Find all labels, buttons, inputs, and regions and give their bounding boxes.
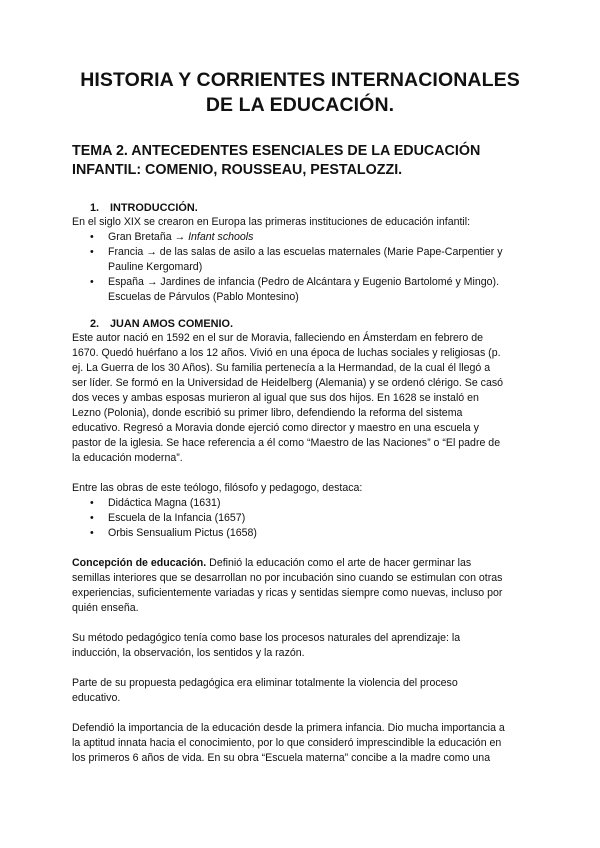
section-1-heading — [90, 201, 528, 215]
document-title — [72, 68, 528, 118]
list-item: • Gran Bretaña → Infant schools — [72, 230, 528, 245]
section-2-heading — [90, 317, 528, 331]
works-intro: Entre las obras de este teólogo, filósofo y pedagogo, destaca: — [72, 482, 363, 494]
works-list — [72, 496, 528, 541]
concepcion-paragraph: Concepción de educación. Definió la educación como el arte de hacer germinar las semillas interiores que se desarrollan no por incubación sino cuando se estimulan con otras experiencias, suficientemente variadas y ricas y sentidas siempre como nuevas, incluso por quién enseña. — [72, 557, 503, 614]
section-1-title: INTRODUCCIÓN. — [110, 202, 198, 214]
metodo-paragraph: Su método pedagógico tenía como base los procesos naturales del aprendizaje: la inducción, la observación, los sentidos y la razón. — [72, 632, 461, 659]
infancia-paragraph: Defendió la importancia de la educación desde la primera infancia. Dio mucha importancia a la aptitud innata hacia el conocimiento, por lo que consideró imprescindible la educación en los primeros 6 años de vida. En su obra “Escuela materna” concibe a la madre como una — [72, 722, 505, 764]
concepcion-lead: Concepción de educación. — [72, 557, 207, 569]
list-item: • España → Jardines de infancia (Pedro de Alcántara y Eugenio Bartolomé y Mingo). Escuelas de Párvulos (Pablo Montesino) — [72, 275, 528, 305]
section-1-intro: En el siglo XIX se crearon en Europa las primeras instituciones de educación infantil: — [72, 216, 471, 228]
subtitle-line-1: TEMA 2. ANTECEDENTES ESENCIALES DE LA EDUCACIÓN — [72, 143, 481, 159]
title-line-1: HISTORIA Y CORRIENTES INTERNACIONALES — [80, 69, 520, 91]
subtitle-line-2: INFANTIL: COMENIO, ROUSSEAU, PESTALOZZI. — [72, 162, 403, 178]
biography-paragraph: Este autor nació en 1592 en el sur de Moravia, falleciendo en Ámsterdam en febrero de 1670. Quedó huérfano a los 12 años. Vivió en una época de luchas sociales y religiosas (p. ej. La Guerra de los 30 Años). Su familia pertenecía a la Hermandad, de la cual él llegó a ser líder. Se formó en la Universidad de Heidelberg (Alemania) y se ordenó clérigo. Se casó dos veces y ambas esposas murieron al igual que sus dos hijos. En 1628 se instaló en Lezno (Polonia), donde escribió su primer libro, defendiendo la reforma del sistema educativo. Regresó a Moravia donde ejerció como director y maestro en una escuela y pastor de la iglesia. Se hace referencia a él como “Maestro de las Naciones” o “El padre de la educación moderna”. — [72, 332, 504, 464]
list-item: • Escuela de la Infancia (1657) — [72, 511, 528, 526]
list-item: • Francia → de las salas de asilo a las escuelas maternales (Marie Pape-Carpentier y Pauline Kergomard) — [72, 245, 528, 275]
section-2-number: 2. — [90, 318, 100, 330]
section-1-number: 1. — [90, 202, 100, 214]
topic-subtitle — [72, 142, 528, 180]
institutions-list — [72, 230, 528, 305]
list-item: • Orbis Sensualium Pictus (1658) — [72, 526, 528, 541]
propuesta-paragraph: Parte de su propuesta pedagógica era eliminar totalmente la violencia del proceso educativo. — [72, 677, 458, 704]
list-item: • Didáctica Magna (1631) — [72, 496, 528, 511]
title-line-2: DE LA EDUCACIÓN. — [205, 94, 395, 116]
section-2-title: JUAN AMOS COMENIO. — [110, 318, 234, 330]
